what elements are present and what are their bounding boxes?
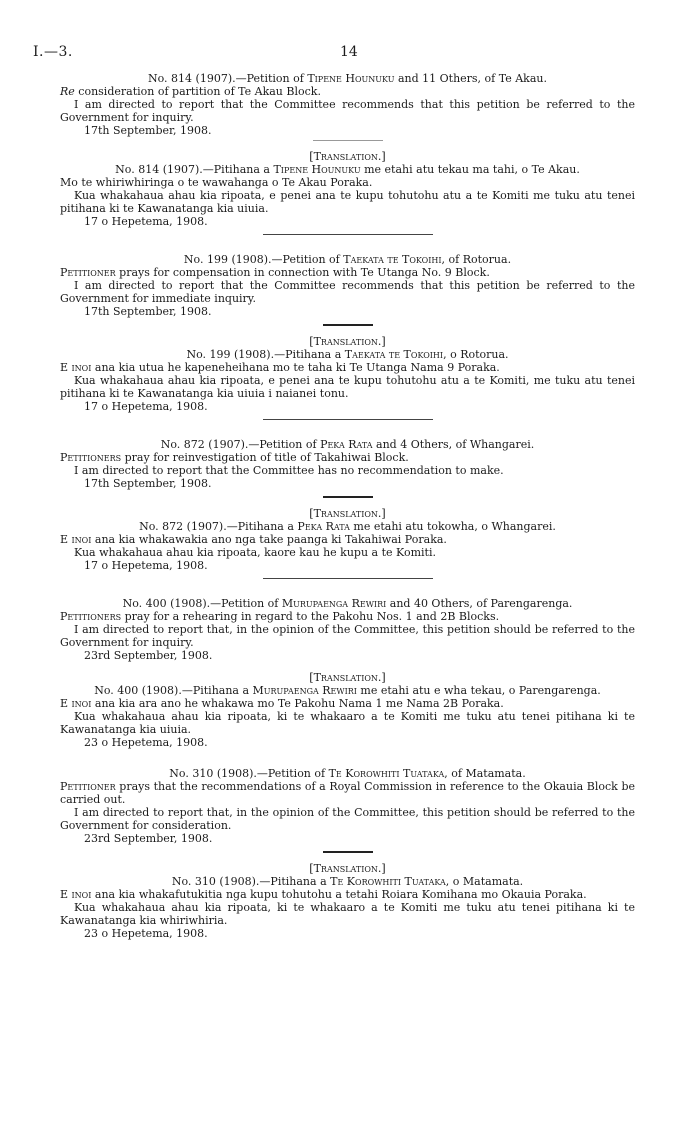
petition-title: No. 310 (1908).—Petition of Te Korowhiti Tuataka, of Matamata. bbox=[169, 767, 526, 780]
report-date: 23rd September, 1908. bbox=[84, 649, 213, 662]
petition-subject: Petitioners pray for a rehearing in regard to the Pakohu Nos. 1 and 2B Blocks. bbox=[60, 610, 500, 623]
petition-title: No. 199 (1908).—Petition of Taekata te Tokoihi, of Rotorua. bbox=[183, 253, 512, 266]
translation-report: Kua whakahaua ahau kia ripoata, ki te whakaaro a te Komiti me tuku atu tenei pitihana ki te Kawanatanga kia whiriwhiria. bbox=[60, 901, 635, 927]
report-date: 17th September, 1908. bbox=[84, 124, 212, 137]
report-date: 17th September, 1908. bbox=[84, 477, 212, 490]
petition-subject: Re consideration of partition of Te Akau Block. bbox=[60, 85, 321, 98]
translation-date: 17 o Hepetema, 1908. bbox=[84, 400, 208, 413]
petition-872 bbox=[60, 438, 635, 579]
petition-400 bbox=[60, 597, 635, 749]
petition-title: No. 814 (1907).—Petition of Tipene Hounuku and 11 Others, of Te Akau. bbox=[148, 72, 547, 85]
divider bbox=[313, 140, 383, 141]
translation-label: [Translation.] bbox=[309, 335, 386, 348]
committee-report: I am directed to report that the Committee recommends that this petition be referred to the Government for inquiry. bbox=[60, 98, 635, 124]
petition-subject: Petitioner prays that the recommendations of a Royal Commission in reference to the Okauia Block be carried out. bbox=[60, 780, 635, 806]
petition-310 bbox=[60, 767, 635, 940]
petition-814 bbox=[60, 72, 635, 235]
translation-title: No. 814 (1907).—Pitihana a Tipene Hounuku me etahi atu tekau ma tahi, o Te Akau. bbox=[115, 163, 580, 176]
translation-title: No. 400 (1908).—Pitihana a Murupaenga Rewiri me etahi atu e wha tekau, o Parengarenga. bbox=[94, 684, 601, 697]
translation-date: 17 o Hepetema, 1908. bbox=[84, 215, 208, 228]
translation-subject: Mo te whiriwhiringa o te wawahanga o Te Akau Poraka. bbox=[60, 176, 373, 189]
translation-report: Kua whakahaua ahau kia ripoata, kaore kau he kupu a te Komiti. bbox=[74, 546, 436, 559]
translation-label: [Translation.] bbox=[309, 671, 386, 684]
translation-title: No. 199 (1908).—Pitihana a Taekata te Tokoihi, o Rotorua. bbox=[186, 348, 509, 361]
report-date: 17th September, 1908. bbox=[84, 305, 212, 318]
petition-199 bbox=[60, 253, 635, 420]
translation-date: 23 o Hepetema, 1908. bbox=[84, 736, 208, 749]
page-number: 14 bbox=[340, 44, 358, 60]
translation-subject: E inoi ana kia ara ano he whakawa mo Te Pakohu Nama 1 me Nama 2B Poraka. bbox=[60, 697, 504, 710]
divider bbox=[323, 851, 373, 853]
committee-report: I am directed to report that the Committee recommends that this petition be referred to the Government for immediate inquiry. bbox=[60, 279, 635, 305]
committee-report: I am directed to report that, in the opinion of the Committee, this petition should be referred to the Government for inquiry. bbox=[60, 623, 635, 649]
petitions-content bbox=[60, 72, 635, 940]
translation-title: No. 872 (1907).—Pitihana a Peka Rata me etahi atu tokowha, o Whangarei. bbox=[139, 520, 556, 533]
translation-report: Kua whakahaua ahau kia ripoata, e penei ana te kupu tohutohu atu a te Komiti me tuku atu tenei pitihana ki te Kawanatanga kia uiuia. bbox=[60, 189, 635, 215]
translation-date: 17 o Hepetema, 1908. bbox=[84, 559, 208, 572]
petition-subject: Petitioner prays for compensation in connection with Te Utanga No. 9 Block. bbox=[60, 266, 490, 279]
petition-title: No. 872 (1907).—Petition of Peka Rata and 4 Others, of Whangarei. bbox=[160, 438, 535, 451]
translation-label: [Translation.] bbox=[309, 507, 386, 520]
petition-title: No. 400 (1908).—Petition of Murupaenga Rewiri and 40 Others, of Parengarenga. bbox=[122, 597, 573, 610]
translation-label: [Translation.] bbox=[309, 862, 386, 875]
committee-report: I am directed to report that, in the opinion of the Committee, this petition should be referred to the Government for consideration. bbox=[60, 806, 635, 832]
series-reference: I.—3. bbox=[33, 44, 73, 60]
committee-report: I am directed to report that the Committee has no recommendation to make. bbox=[74, 464, 504, 477]
translation-report: Kua whakahaua ahau kia ripoata, e penei ana te kupu tohutohu atu a te Komiti, me tuku atu tenei pitihana ki te Kawanatanga kia uiuia i naianei tonu. bbox=[60, 374, 635, 400]
translation-subject: E inoi ana kia whakawakia ano nga take paanga ki Takahiwai Poraka. bbox=[60, 533, 447, 546]
translation-subject: E inoi ana kia utua he kapeneheihana mo te taha ki Te Utanga Nama 9 Poraka. bbox=[60, 361, 500, 374]
translation-label: [Translation.] bbox=[309, 150, 386, 163]
translation-title: No. 310 (1908).—Pitihana a Te Korowhiti Tuataka, o Matamata. bbox=[171, 875, 524, 888]
divider bbox=[323, 324, 373, 326]
report-date: 23rd September, 1908. bbox=[84, 832, 213, 845]
divider bbox=[323, 496, 373, 498]
translation-date: 23 o Hepetema, 1908. bbox=[84, 927, 208, 940]
petition-subject: Petitioners pray for reinvestigation of title of Takahiwai Block. bbox=[60, 451, 409, 464]
translation-report: Kua whakahaua ahau kia ripoata, ki te whakaaro a te Komiti me tuku atu tenei pitihana ki te Kawanatanga kia uiuia. bbox=[60, 710, 635, 736]
translation-subject: E inoi ana kia whakafutukitia nga kupu tohutohu a tetahi Roiara Komihana mo Okauia Poraka. bbox=[60, 888, 587, 901]
